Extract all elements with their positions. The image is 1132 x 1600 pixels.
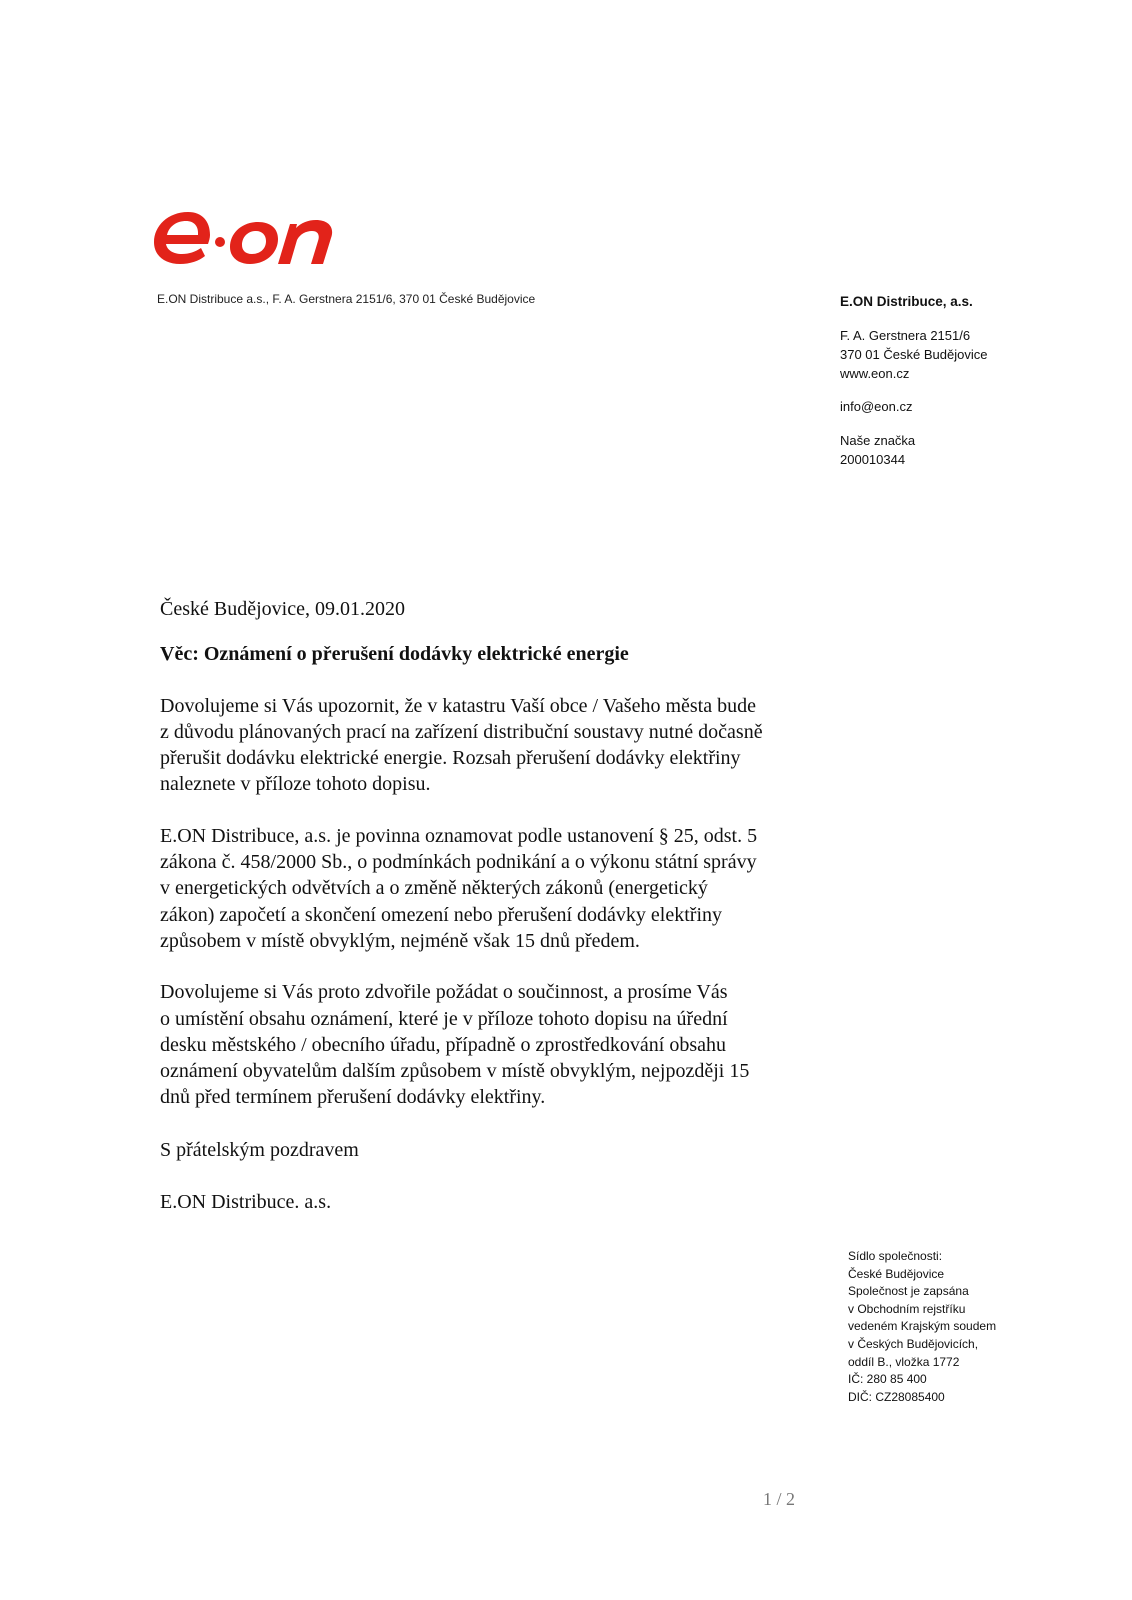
registration-line: v Obchodním rejstříku <box>848 1301 966 1316</box>
paragraph-1 <box>160 693 860 798</box>
registration-line: České Budějovice <box>848 1266 945 1281</box>
paragraph-line: v energetických odvětvích a o změně některých zákonů (energetický <box>160 877 708 900</box>
reference-value: 200010344 <box>840 452 906 467</box>
paragraph-line: o umístění obsahu oznámení, které je v příloze tohoto dopisu na úřední <box>160 1007 728 1030</box>
registration-line: IČ: 280 85 400 <box>848 1372 927 1387</box>
paragraph-line: způsobem v místě obvyklým, nejméně však 15 dnů předem. <box>160 929 640 952</box>
registration-line: vedeném Krajským soudem <box>848 1319 997 1334</box>
company-email-link[interactable]: info@eon.cz <box>840 399 913 414</box>
company-name: E.ON Distribuce, a.s. <box>840 294 973 309</box>
registration-line: Společnost je zapsána <box>848 1284 969 1299</box>
company-city: 370 01 České Budějovice <box>840 347 988 362</box>
signature: E.ON Distribuce. a.s. <box>160 1191 332 1214</box>
page-number: 1 / 2 <box>763 1489 796 1509</box>
letter-body <box>160 596 860 1215</box>
registration-line: oddíl B., vložka 1772 <box>848 1354 960 1369</box>
paragraph-line: přerušit dodávku elektrické energie. Rozsah přerušení dodávky elektřiny <box>160 747 741 770</box>
eon-logo <box>150 200 350 270</box>
paragraph-3 <box>160 979 860 1110</box>
date-line: České Budějovice, 09.01.2020 <box>160 598 405 620</box>
registration-line: DIČ: CZ28085400 <box>848 1389 945 1404</box>
paragraph-line: zákon) započetí a skončení omezení nebo přerušení dodávky elektřiny <box>160 903 723 926</box>
reference-label: Naše značka <box>840 433 916 448</box>
company-web-link[interactable]: www.eon.cz <box>840 366 910 381</box>
paragraph-line: Dovolujeme si Vás upozornit, že v katastru Vaší obce / Vašeho města bude <box>160 694 756 717</box>
paragraph-2 <box>160 823 860 954</box>
paragraph-line: naleznete v příloze tohoto dopisu. <box>160 773 431 796</box>
registration-line: Sídlo společnosti: <box>848 1249 943 1263</box>
paragraph-line: oznámení obyvatelům dalším způsobem v místě obvyklým, nejpozději 15 <box>160 1060 750 1083</box>
sender-address-line: E.ON Distribuce a.s., F. A. Gerstnera 2151/6, 370 01 České Budějovice <box>157 292 536 306</box>
company-registration-block <box>848 1248 996 1406</box>
paragraph-line: z důvodu plánovaných prací na zařízení distribuční soustavy nutné dočasně <box>160 720 763 743</box>
registration-line: v Českých Budějovicích, <box>848 1336 979 1351</box>
paragraph-line: Dovolujeme si Vás proto zdvořile požádat o součinnost, a prosíme Vás <box>160 981 728 1004</box>
paragraph-line: dnů před termínem přerušení dodávky elektřiny. <box>160 1086 546 1109</box>
paragraph-line: E.ON Distribuce, a.s. je povinna oznamovat podle ustanovení § 25, odst. 5 <box>160 824 758 847</box>
closing-greeting: S přátelským pozdravem <box>160 1138 359 1161</box>
paragraph-line: zákona č. 458/2000 Sb., o podmínkách podnikání a o výkonu státní správy <box>160 851 757 874</box>
company-contact-block <box>840 292 987 469</box>
eon-logo-icon <box>150 200 350 270</box>
letter-subject: Věc: Oznámení o přerušení dodávky elektrické energie <box>160 643 629 666</box>
paragraph-line: desku městského / obecního úřadu, případně o zprostředkování obsahu <box>160 1033 726 1056</box>
company-street: F. A. Gerstnera 2151/6 <box>840 328 971 343</box>
